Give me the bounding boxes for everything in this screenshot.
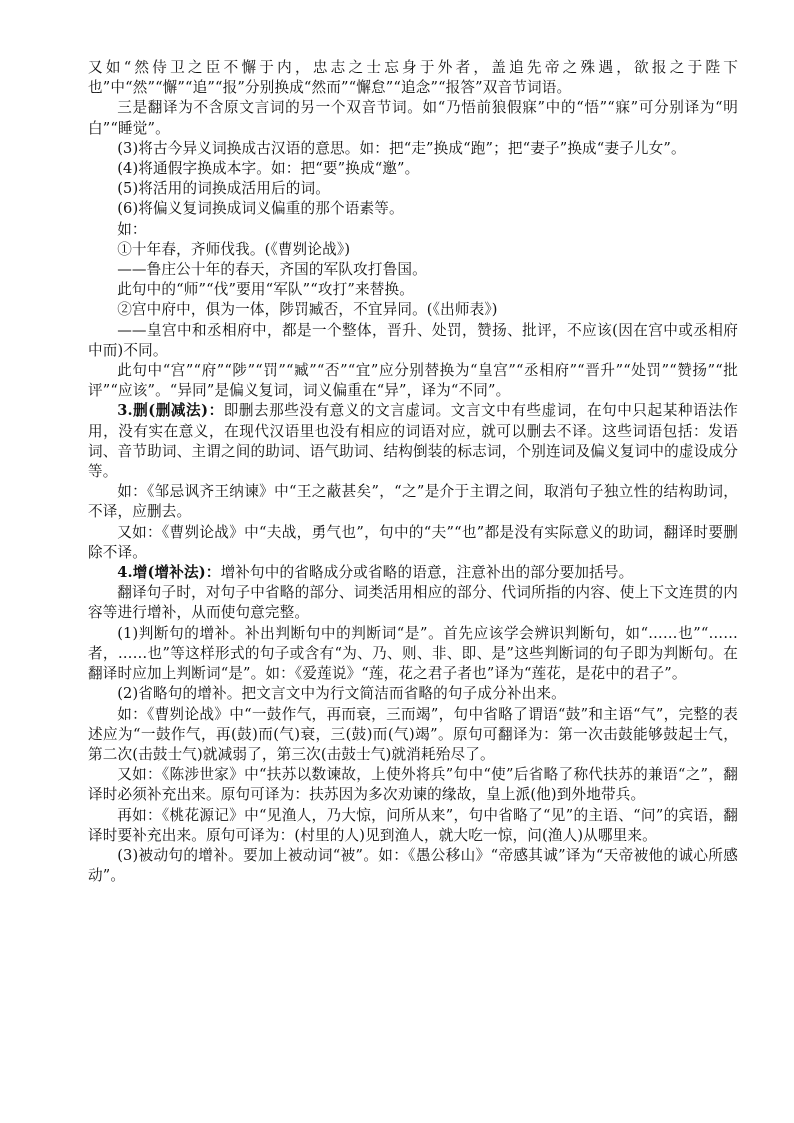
paragraph-add-passive: (3)被动句的增补。要加上被动词“被”。如：《愚公移山》“帝感其诚”译为“天帝被他的诚心所感动”。 xyxy=(88,846,738,885)
section-heading-add: 4.增(增补法)： xyxy=(117,564,221,582)
paragraph-example-two-source: ②宫中府中，俱为一体，陟罚臧否，不宜异同。(《出师表》) xyxy=(117,301,498,319)
section-text-delete: 即删去那些没有意义的文言虚词。文言文中有些虚词，在句中只起某种语法作用，没有实在意义，在现代汉语里也没有相应的词语对应，就可以删去不译。这些词语包括：发语词、音节助词、主谓之间的助词、语气助词、结构倒装的标志词，个别连词及偏义复词中的虚设成分等。 xyxy=(88,402,738,481)
paragraph-method-three: 三是翻译为不含原文言词的另一个双音节词。如“乃悟前狼假寐”中的“悟”“寐”可分别译为“明白”“睡觉”。 xyxy=(88,99,738,137)
paragraph-example-one-note: 此句中的“师”“伐”要用“军队”“攻打”来替换。 xyxy=(117,281,414,299)
paragraph-method-delete xyxy=(88,401,738,482)
paragraph-example-intro: 如： xyxy=(117,220,147,238)
paragraph-add-omission-example-one: 如：《曹刿论战》中“一鼓作气，再而衰，三而竭”，句中省略了谓语“鼓”和主语“气”，完整的表述应为“一鼓作气，再(鼓)而(气)衰，三(鼓)而(气)竭”。原句可翻译为：第一次击鼓能够鼓起士气，第二次(击鼓士气)就减弱了，第三次(击鼓士气)就消耗殆尽了。 xyxy=(88,705,738,763)
paragraph-delete-example-two: 又如：《曹刿论战》中“夫战，勇气也”，句中的“夫”“也”都是没有实际意义的助词，翻译时要删除不译。 xyxy=(88,523,738,561)
paragraph-flexible-words: (5)将活用的词换成活用后的词。 xyxy=(117,180,330,198)
paragraph-method-add xyxy=(88,563,738,583)
paragraph-add-omission-example-three: 再如：《桃花源记》中“见渔人，乃大惊，问所从来”，句中省略了“见”的主语、“问”的宾语，翻译时要补充出来。原句可译为：(村里的人)见到渔人，就大吃一惊，问(渔人)从哪里来。 xyxy=(88,806,738,844)
section-text-add: 增补句中的省略成分或省略的语意，注意补出的部分要加括号。 xyxy=(220,564,634,582)
paragraph-add-overview: 翻译句子时，对句子中省略的部分、词类活用相应的部分、代词所指的内容、使上下文连贯的内容等进行增补，从而使句意完整。 xyxy=(88,584,738,622)
paragraph-interchangeable-words: (4)将通假字换成本字。如：把“要”换成“邀”。 xyxy=(117,160,420,178)
paragraph-partial-compound-words: (6)将偏义复词换成词义偏重的那个语素等。 xyxy=(117,200,404,218)
paragraph-example-one-translation: ——鲁庄公十年的春天，齐国的军队攻打鲁国。 xyxy=(117,261,427,279)
paragraph-example-two-translation: ——皇宫中和丞相府中，都是一个整体，晋升、处罚，赞扬、批评，不应该(因在宫中或丞相府中而)不同。 xyxy=(88,321,738,359)
paragraph-add-omission-example-two: 又如：《陈涉世家》中“扶苏以数谏故，上使外将兵”句中“使”后省略了称代扶苏的兼语“之”，翻译时必须补充出来。原句可译为：扶苏因为多次劝谏的缘故，皇上派(他)到外地带兵。 xyxy=(88,766,738,804)
paragraph-example-one-source: ①十年春，齐师伐我。(《曹刿论战》) xyxy=(117,240,351,258)
paragraph-example-two-note: 此句中“宫”“府”“陟”“罚”“臧”“否”“宜”应分别替换为“皇宫”“丞相府”“晋升”“处罚”“赞扬”“批评”“应该”。“异同”是偏义复词，词义偏重在“异”，译为“不同”。 xyxy=(88,362,738,400)
paragraph-add-judgement: (1)判断句的增补。补出判断句中的判断词“是”。首先应该学会辨识判断句，如“……也”“……者，……也”等这样形式的句子或含有“为、乃、则、非、即、是”这些判断词的句子即为判断句。在翻译时应加上判断词“是”。如：《爱莲说》“莲，花之君子者也”译为“莲花，是花中的君子”。 xyxy=(88,624,738,683)
document-page xyxy=(88,58,738,886)
paragraph-ancient-modern-words: (3)将古今异义词换成古汉语的意思。如：把“走”换成“跑”；把“妻子”换成“妻子儿女”。 xyxy=(117,139,686,157)
paragraph-example-chushibiao: 又如“然侍卫之臣不懈于内，忠志之士忘身于外者，盖追先帝之殊遇，欲报之于陛下也”中“然”“懈”“追”“报”分别换成“然而”“懈怠”“追念”“报答”双音节词语。 xyxy=(88,59,738,97)
section-heading-delete: 3.删(删减法)： xyxy=(117,402,224,420)
paragraph-delete-example-one: 如：《邹忌讽齐王纳谏》中“王之蔽甚矣”，“之”是介于主谓之间，取消句子独立性的结构助词，不译，应删去。 xyxy=(88,483,738,521)
paragraph-add-omission: (2)省略句的增补。把文言文中为行文简洁而省略的句子成分补出来。 xyxy=(117,685,566,703)
